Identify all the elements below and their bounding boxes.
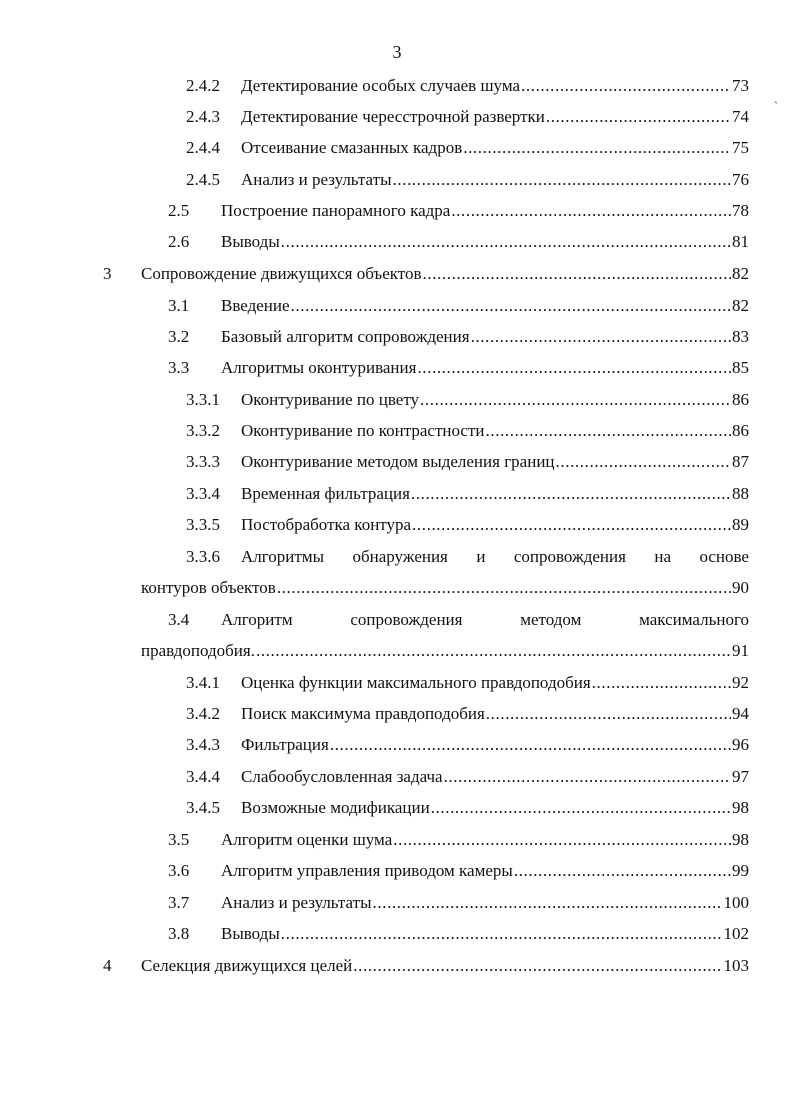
page-ref: 97 [732,767,749,786]
section-title [241,547,749,567]
section-number: 3.4.3 [186,735,220,754]
toc-entry[interactable] [0,480,794,511]
dot-leader [353,956,722,976]
section-number: 2.4.4 [186,138,220,157]
page-number: 3 [392,42,402,62]
section-number: 3.3.4 [186,484,220,503]
toc-entry[interactable] [0,511,794,542]
page-ref: 75 [732,138,749,157]
dot-leader [281,232,731,252]
page-ref: 98 [732,798,749,817]
section-number: 3.3.6 [186,547,220,566]
page-ref: 88 [732,484,749,503]
section-title [221,610,749,630]
section-number: 2.4.5 [186,170,220,189]
dot-leader [256,641,731,661]
toc-entry[interactable] [0,857,794,888]
dot-leader [417,358,731,378]
dot-leader [373,893,723,913]
page-ref: 78 [732,201,749,220]
page-ref: 98 [732,830,749,849]
section-title: Алгоритмы оконтуривания [221,358,417,377]
section-number: 3.3.3 [186,452,220,471]
section-number: 2.6 [168,232,190,251]
title-word: на [654,547,672,566]
section-number: 3.8 [168,924,190,943]
section-title: Выводы [221,232,280,251]
section-title: Оконтуривание методом выделения границ [241,452,555,471]
toc-entry-continuation[interactable] [0,637,794,668]
toc-entry-continuation[interactable] [0,574,794,605]
section-number: 3.1 [168,296,190,315]
toc-entry[interactable] [0,103,794,134]
section-number: 3.4.5 [186,798,220,817]
toc-entry[interactable] [0,197,794,228]
toc-entry[interactable] [0,794,794,825]
section-number: 2.4.3 [186,107,220,126]
dot-leader [431,798,731,818]
title-word: максимального [639,610,749,629]
section-number: 3.2 [168,327,190,346]
section-title: Анализ и результаты [221,893,372,912]
section-number: 4 [103,956,112,975]
toc-entry[interactable] [0,889,794,920]
dot-leader [291,296,731,316]
stray-mark: ˎ [774,90,778,104]
toc-entry[interactable] [0,323,794,354]
section-title: Выводы [221,924,280,943]
dot-leader [393,170,731,190]
title-word: Алгоритмы [241,547,325,566]
section-title: Сопровождение движущихся объектов [141,264,422,283]
title-word: основе [699,547,749,566]
dot-leader [514,861,731,881]
dot-leader [420,390,731,410]
page-ref: 73 [732,76,749,95]
page-ref: 82 [732,264,749,283]
page-ref: 92 [732,673,749,692]
title-word: методом [520,610,582,629]
toc-entry[interactable] [0,763,794,794]
title-word: и [476,547,486,566]
dot-leader [281,924,723,944]
dot-leader [592,673,731,693]
section-title-continuation: контуров объектов [141,578,276,597]
section-number: 2.5 [168,201,190,220]
section-title: Отсеивание смазанных кадров [241,138,463,157]
section-title: Оконтуривание по цвету [241,390,420,409]
toc-entry[interactable] [0,606,794,637]
section-title: Алгоритм управления приводом камеры [221,861,513,880]
page-ref: 89 [732,515,749,534]
dot-leader [471,327,731,347]
toc-entry[interactable] [0,952,794,983]
title-word: обнаружения [352,547,448,566]
dot-leader [411,484,731,504]
dot-leader [556,452,731,472]
toc-entry[interactable] [0,166,794,197]
toc-entry[interactable] [0,134,794,165]
section-title: Слабообусловленная задача [241,767,443,786]
toc-entry[interactable] [0,448,794,479]
section-title: Построение панорамного кадра [221,201,451,220]
dot-leader [444,767,731,787]
dot-leader [412,515,731,535]
section-number: 3.3.1 [186,390,220,409]
section-title: Детектирование особых случаев шума [241,76,521,95]
page-ref: 91 [732,641,749,660]
dot-leader [546,107,731,127]
dot-leader [486,704,731,724]
dot-leader [521,76,731,96]
page-ref: 86 [732,390,749,409]
section-title: Алгоритм оценки шума [221,830,393,849]
page-ref: 100 [723,893,749,912]
section-number: 3.5 [168,830,190,849]
section-number: 3.3 [168,358,190,377]
section-number: 3.6 [168,861,190,880]
toc-entry[interactable] [0,72,794,103]
section-title-continuation: правдоподобия. [141,641,255,660]
toc-entry[interactable] [0,228,794,259]
section-number: 3.3.2 [186,421,220,440]
toc-entry[interactable] [0,386,794,417]
dot-leader [393,830,731,850]
page-ref: 94 [732,704,749,723]
section-number: 3.4.4 [186,767,220,786]
section-title: Оконтуривание по контрастности [241,421,485,440]
section-title: Поиск максимума правдоподобия [241,704,485,723]
toc-entry[interactable] [0,826,794,857]
page-ref: 86 [732,421,749,440]
dot-leader [463,138,731,158]
section-number: 3.4.2 [186,704,220,723]
section-number: 3 [103,264,112,283]
section-number: 3.4 [168,610,190,629]
page-ref: 99 [732,861,749,880]
section-title: Постобработка контура [241,515,412,534]
page-ref: 83 [732,327,749,346]
toc-entry[interactable] [0,731,794,762]
dot-leader [277,578,731,598]
page-ref: 74 [732,107,749,126]
title-word: сопровождения [350,610,463,629]
section-number: 3.7 [168,893,190,912]
toc-entry[interactable] [0,354,794,385]
page-ref: 87 [732,452,749,471]
dot-leader [330,735,731,755]
toc-entry[interactable] [0,543,794,574]
section-title: Селекция движущихся целей [141,956,353,975]
dot-leader [486,421,731,441]
toc-entry[interactable] [0,700,794,731]
section-title: Фильтрация [241,735,329,754]
page-ref: 76 [732,170,749,189]
page-ref: 90 [732,578,749,597]
section-title: Анализ и результаты [241,170,392,189]
section-title: Возможные модификации [241,798,430,817]
section-number: 2.4.2 [186,76,220,95]
page-ref: 81 [732,232,749,251]
dot-leader [451,201,731,221]
toc-entry[interactable] [0,920,794,951]
section-number: 3.3.5 [186,515,220,534]
toc-entry[interactable] [0,260,794,291]
toc-entry[interactable] [0,669,794,700]
title-word: сопровождения [513,547,626,566]
page-ref: 85 [732,358,749,377]
page-ref: 102 [723,924,749,943]
dot-leader [423,264,731,284]
toc-entry[interactable] [0,417,794,448]
page-ref: 82 [732,296,749,315]
page-ref: 96 [732,735,749,754]
title-word: Алгоритм [221,610,293,629]
section-title: Оценка функции максимального правдоподобия [241,673,591,692]
page-ref: 103 [723,956,749,975]
section-title: Введение [221,296,290,315]
toc-entry[interactable] [0,292,794,323]
section-title: Базовый алгоритм сопровождения [221,327,470,346]
section-title: Временная фильтрация [241,484,410,503]
section-number: 3.4.1 [186,673,220,692]
section-title: Детектирование чересстрочной развертки [241,107,545,126]
